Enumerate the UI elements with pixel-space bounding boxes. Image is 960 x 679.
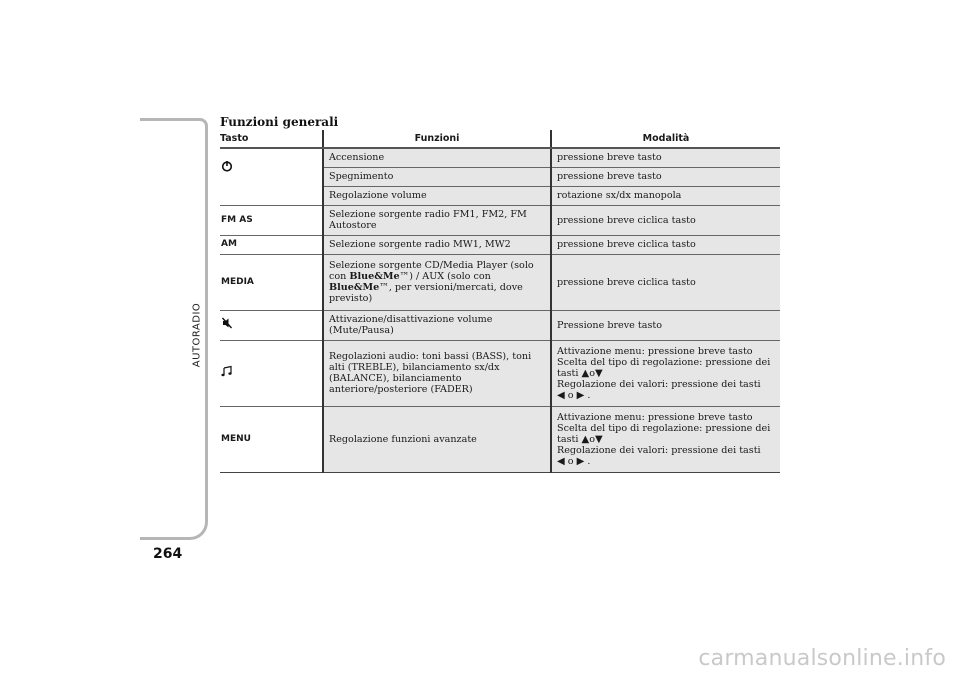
brand-name: Blue&Me	[349, 271, 400, 282]
table-row	[220, 406, 780, 472]
key-cell-empty	[220, 186, 323, 205]
header-key: Tasto	[220, 130, 323, 148]
table-row	[220, 235, 780, 254]
function-cell	[323, 340, 551, 406]
mode-line: Attivazione menu: pressione breve tasto	[557, 411, 753, 423]
function-line: Selezione sorgente CD/Media Player (solo	[329, 260, 534, 271]
table-row	[220, 310, 780, 340]
header-mode: Modalità	[551, 130, 780, 148]
key-cell-audio	[220, 340, 323, 406]
key-cell-am: AM	[220, 235, 323, 254]
key-cell-menu: MENU	[220, 406, 323, 472]
table-row	[220, 205, 780, 235]
function-cell: Regolazione funzioni avanzate	[323, 406, 551, 472]
functions-table	[220, 130, 780, 473]
mode-cell: pressione breve ciclica tasto	[551, 235, 780, 254]
function-cell: Accensione	[323, 148, 551, 167]
arrow-right-icon: ▶	[576, 455, 585, 467]
function-line: (BALANCE), bilanciamento	[329, 373, 462, 384]
mode-cell: rotazione sx/dx manopola	[551, 186, 780, 205]
mode-text: tasti	[557, 367, 582, 379]
function-line: anteriore/posteriore (FADER)	[329, 384, 473, 395]
mode-text: o	[589, 367, 595, 379]
function-cell	[323, 205, 551, 235]
key-cell-media: MEDIA	[220, 254, 323, 310]
function-cell: Selezione sorgente radio MW1, MW2	[323, 235, 551, 254]
function-line: Selezione sorgente radio FM1, FM2, FM	[329, 209, 527, 220]
header-function: Funzioni	[323, 130, 551, 148]
mode-line: Scelta del tipo di regolazione: pressione dei	[557, 422, 771, 434]
table-header-row	[220, 130, 780, 148]
power-icon	[221, 160, 233, 176]
mode-text: o	[589, 433, 595, 445]
mode-text: .	[584, 455, 591, 467]
arrow-up-icon: ▲	[581, 433, 590, 445]
mode-text: o	[564, 455, 577, 467]
mode-cell: pressione breve ciclica tasto	[551, 254, 780, 310]
brand-name: Blue&Me	[329, 282, 380, 293]
function-cell: Spegnimento	[323, 167, 551, 186]
key-cell-mute	[220, 310, 323, 340]
function-cell: Regolazione volume	[323, 186, 551, 205]
mode-text: tasti	[557, 433, 582, 445]
table-row	[220, 340, 780, 406]
function-text: ™, per versioni/mercati, dove	[379, 282, 523, 293]
mode-cell: pressione breve tasto	[551, 167, 780, 186]
mode-cell	[551, 340, 780, 406]
chapter-label: AUTORADIO	[191, 302, 203, 368]
mode-cell: Pressione breve tasto	[551, 310, 780, 340]
arrow-right-icon: ▶	[576, 389, 585, 401]
function-line: (Mute/Pausa)	[329, 325, 394, 336]
mode-line: Regolazione dei valori: pressione dei tasti	[557, 378, 761, 390]
mode-cell: pressione breve ciclica tasto	[551, 205, 780, 235]
mode-cell	[551, 406, 780, 472]
function-line: previsto)	[329, 293, 373, 304]
mode-cell: pressione breve tasto	[551, 148, 780, 167]
function-line: Regolazioni audio: toni bassi (BASS), toni	[329, 351, 532, 362]
audio-settings-icon	[221, 365, 233, 381]
watermark: carmanualsonline.info	[698, 646, 946, 671]
function-cell	[323, 310, 551, 340]
mode-line: Regolazione dei valori: pressione dei tasti	[557, 444, 761, 456]
section-title: Funzioni generali	[220, 115, 339, 129]
table-row	[220, 148, 780, 167]
arrow-down-icon: ▼	[594, 433, 603, 445]
function-text: con	[329, 271, 350, 282]
arrow-up-icon: ▲	[581, 367, 590, 379]
mode-line: Attivazione menu: pressione breve tasto	[557, 345, 753, 357]
arrow-left-icon: ◀	[557, 389, 565, 401]
mode-text: .	[584, 389, 591, 401]
function-line: Attivazione/disattivazione volume	[329, 314, 493, 325]
mode-line: Scelta del tipo di regolazione: pressione dei	[557, 356, 771, 368]
page-number: 264	[153, 546, 183, 562]
key-cell-power	[220, 148, 323, 186]
mute-icon	[221, 317, 233, 333]
mode-text: o	[564, 389, 577, 401]
arrow-down-icon: ▼	[594, 367, 603, 379]
table-row	[220, 254, 780, 310]
function-cell	[323, 254, 551, 310]
function-line: alti (TREBLE), bilanciamento sx/dx	[329, 362, 500, 373]
function-line: Autostore	[329, 220, 377, 231]
function-text: ™) / AUX (solo con	[399, 271, 491, 282]
arrow-left-icon: ◀	[557, 455, 565, 467]
table-row	[220, 186, 780, 205]
key-cell-fm: FM AS	[220, 205, 323, 235]
